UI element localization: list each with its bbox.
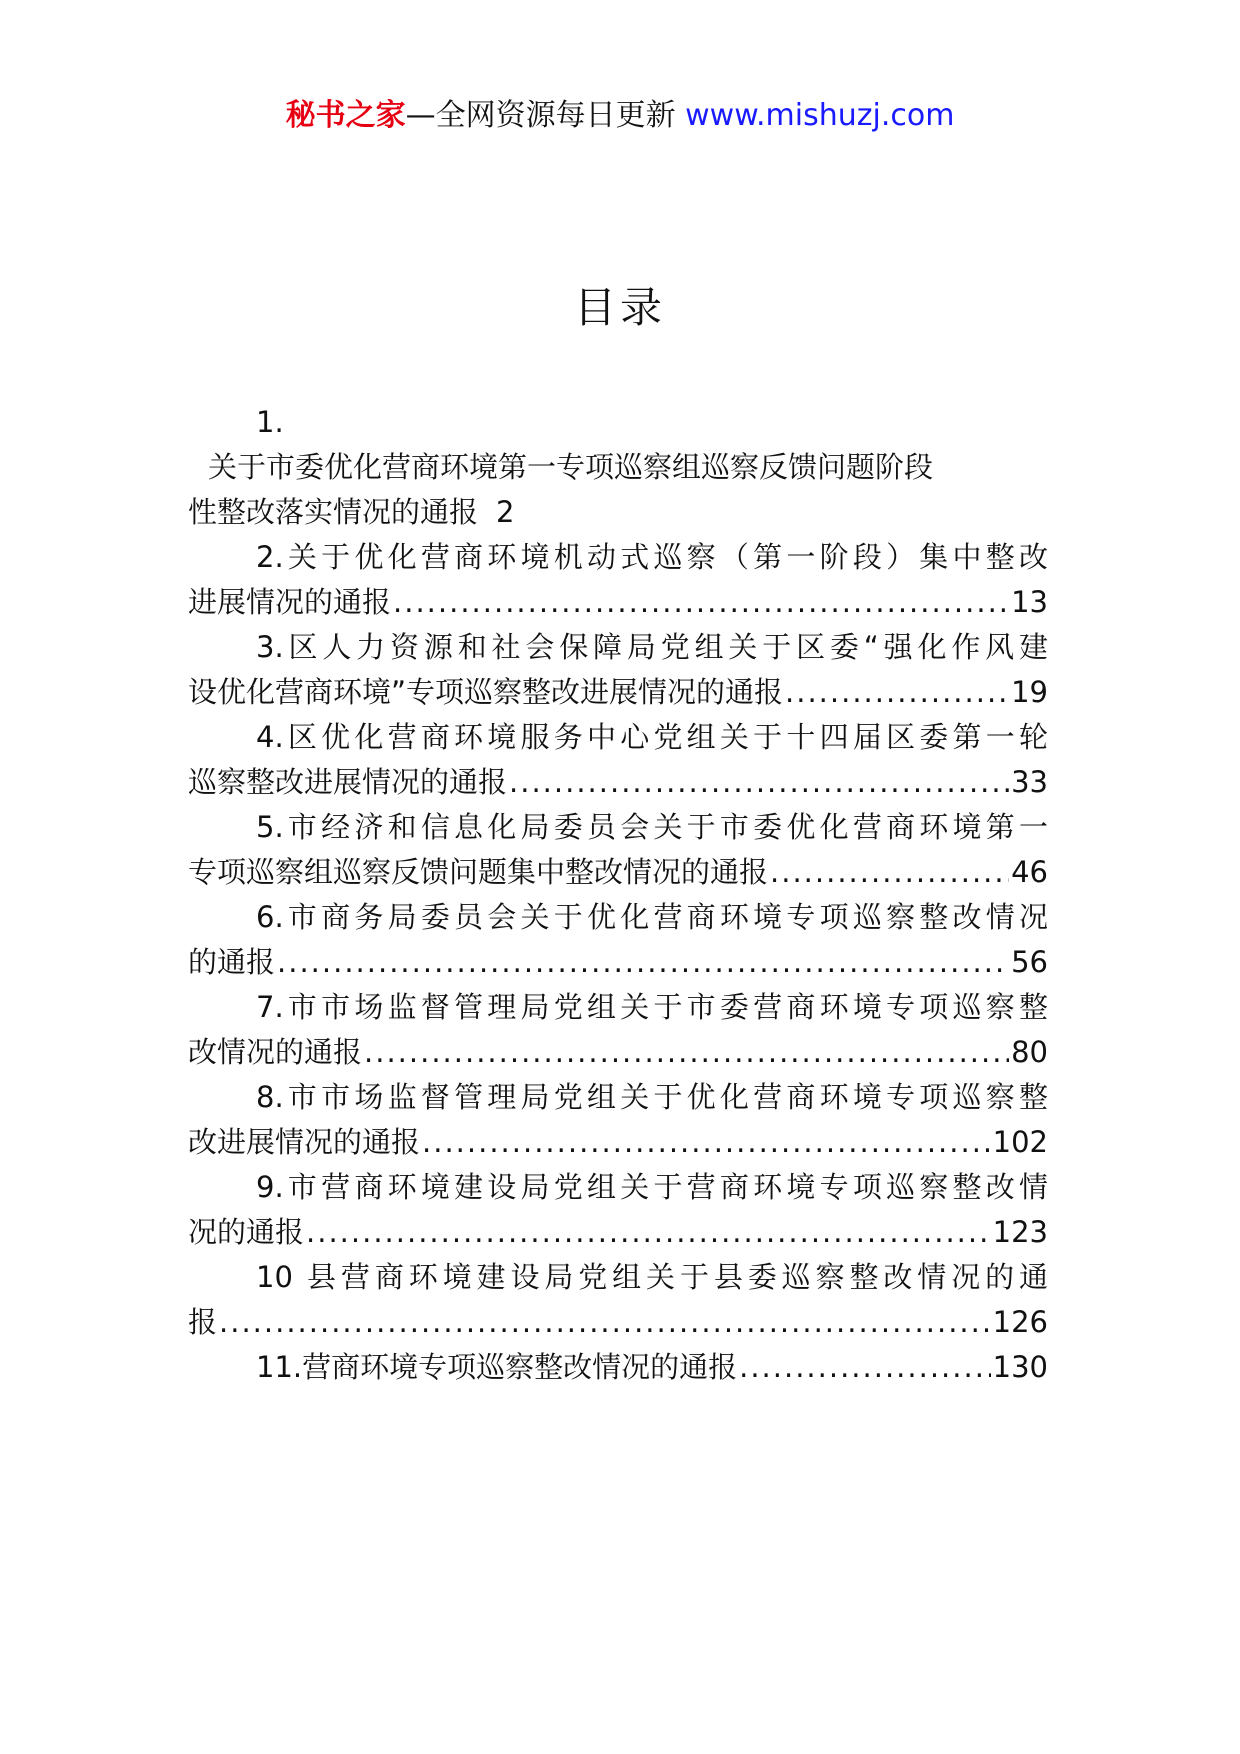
toc-entry-7[interactable]	[188, 985, 1048, 1075]
toc-entry-text: 8.市市场监督管理局党组关于优化营商环境专项巡察整	[256, 1080, 1048, 1114]
toc-entry-text: 改进展情况的通报	[188, 1125, 421, 1159]
toc-entry-4[interactable]	[188, 715, 1048, 805]
toc-dot-leader	[393, 580, 1009, 625]
site-header	[0, 96, 1240, 136]
toc-entry-text: 况的通报	[188, 1215, 305, 1249]
toc-entry-1[interactable]	[188, 400, 1048, 535]
brand-name: 秘书之家	[285, 98, 406, 133]
toc-dot-leader	[364, 1030, 1009, 1075]
toc-entry-8[interactable]	[188, 1075, 1048, 1165]
toc-dot-leader	[277, 940, 1009, 985]
toc-entry-text: 设优化营商环境”专项巡察整改进展情况的通报	[188, 675, 784, 709]
toc-entry-5[interactable]	[188, 805, 1048, 895]
toc-entry-2[interactable]	[188, 535, 1048, 625]
toc-page-number: 46	[1011, 855, 1048, 889]
toc-page-number: 56	[1011, 945, 1048, 979]
site-url-link[interactable]: www.mishuzj.com	[685, 98, 955, 133]
toc-dot-leader	[785, 670, 1009, 715]
toc-page-number: 102	[992, 1125, 1048, 1159]
toc-entry-text: 3.区人力资源和社会保障局党组关于区委“强化作风建	[256, 630, 1048, 664]
toc-page-number: 19	[1011, 675, 1048, 709]
toc-entry-text: 性整改落实情况的通报	[188, 495, 479, 529]
toc-dot-leader	[219, 1300, 991, 1345]
toc-entry-text: 的通报	[188, 945, 276, 979]
toc-entry-text: 巡察整改进展情况的通报	[188, 765, 508, 799]
toc-dot-leader	[739, 1345, 991, 1390]
toc-page-number: 13	[1011, 585, 1048, 619]
toc-dot-leader	[422, 1120, 991, 1165]
toc-page-number: 2	[496, 495, 515, 529]
toc-page-number: 130	[992, 1350, 1048, 1384]
toc-page-number: 123	[992, 1215, 1048, 1249]
toc-entry-text: 4.区优化营商环境服务中心党组关于十四届区委第一轮	[256, 720, 1048, 754]
toc-entry-text: 9.市营商环境建设局党组关于营商环境专项巡察整改情	[256, 1170, 1048, 1204]
toc-entry-text: 7.市市场监督管理局党组关于市委营商环境专项巡察整	[256, 990, 1048, 1024]
toc-entry-3[interactable]	[188, 625, 1048, 715]
toc-entry-6[interactable]	[188, 895, 1048, 985]
toc-dot-leader	[509, 760, 1009, 805]
toc-entry-text: 11.营商环境专项巡察整改情况的通报	[256, 1350, 738, 1384]
toc-entry-9[interactable]	[188, 1165, 1048, 1255]
toc-entry-text: 改情况的通报	[188, 1035, 363, 1069]
toc-entry-text: 关于市委优化营商环境第一专项巡察组巡察反馈问题阶段	[208, 450, 934, 484]
toc-entry-text: 进展情况的通报	[188, 585, 392, 619]
toc-page-number: 126	[992, 1305, 1048, 1339]
toc-page-number: 80	[1011, 1035, 1048, 1069]
toc-entry-text: 6.市商务局委员会关于优化营商环境专项巡察整改情况	[256, 900, 1048, 934]
page-title: 目录	[573, 283, 666, 332]
toc-entry-text: 专项巡察组巡察反馈问题集中整改情况的通报	[188, 855, 769, 889]
toc-entry-10[interactable]	[188, 1255, 1048, 1345]
toc-entry-text: 2.关于优化营商环境机动式巡察（第一阶段）集中整改	[256, 540, 1048, 574]
toc-entry-11[interactable]	[188, 1345, 1048, 1390]
toc-dot-leader	[770, 850, 1009, 895]
toc-entry-text: 5.市经济和信息化局委员会关于市委优化营商环境第一	[256, 810, 1048, 844]
toc-page-number: 33	[1011, 765, 1048, 799]
header-tagline: —全网资源每日更新	[405, 98, 686, 133]
toc-entry-text: 10 县营商环境建设局党组关于县委巡察整改情况的通	[256, 1260, 1048, 1294]
toc-dot-leader	[306, 1210, 991, 1255]
toc-entry-number: 1.	[256, 405, 284, 439]
toc-entry-text: 报	[188, 1305, 218, 1339]
table-of-contents	[188, 400, 1048, 1390]
